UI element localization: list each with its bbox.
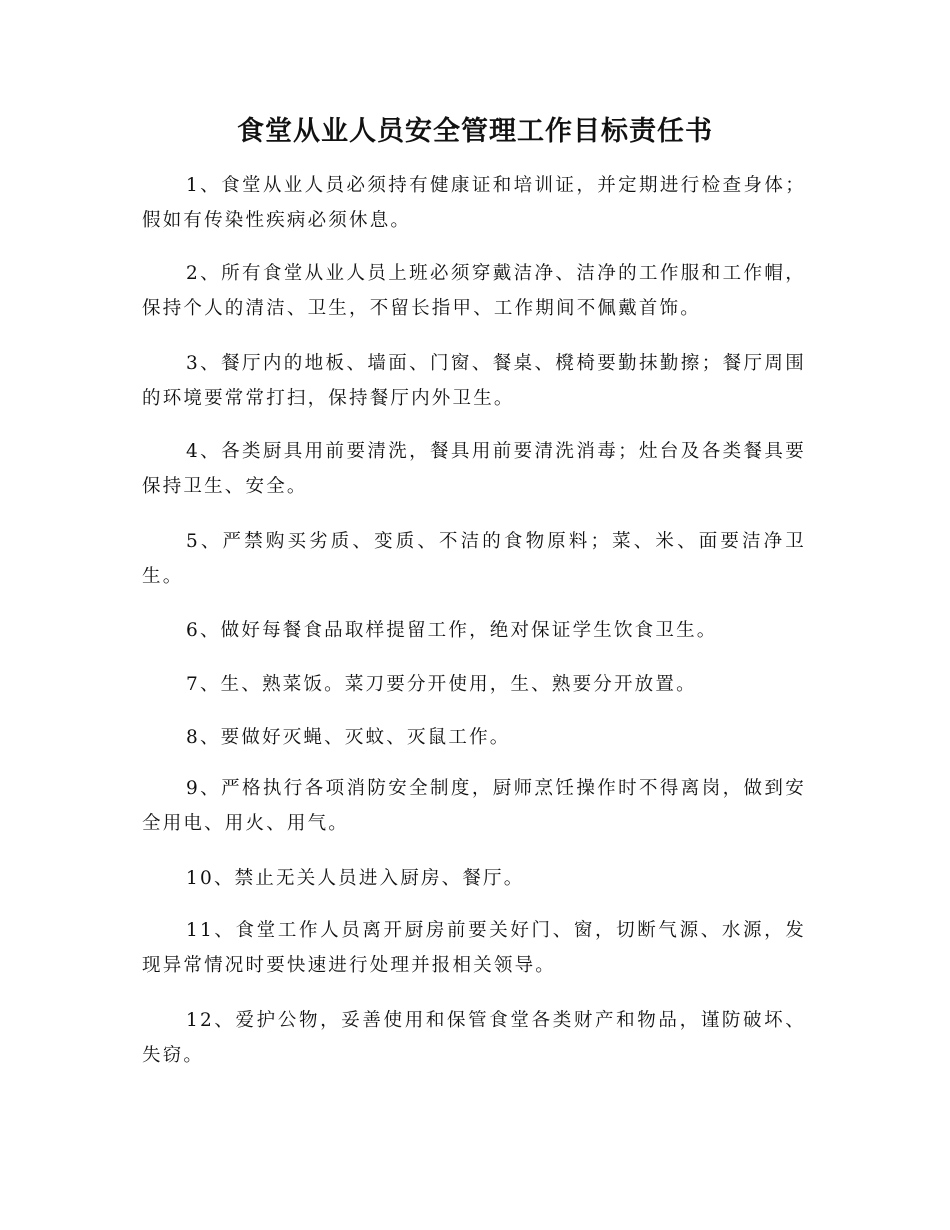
- clause-item-10: 10、禁止无关人员进入厨房、餐厅。: [186, 868, 525, 889]
- clause-item-6: 6、做好每餐食品取样提留工作，绝对保证学生饮食卫生。: [186, 620, 718, 641]
- clause-item-11: 11、食堂工作人员离开厨房前要关好门、窗，切断气源、水源，发现异常情况时要快速进行处理并报相关领导。: [142, 920, 806, 976]
- clause-item-9: 9、严格执行各项消防安全制度，厨师烹饪操作时不得离岗，做到安全用电、用火、用气。: [142, 778, 806, 834]
- clause-item-8: 8、要做好灭蝇、灭蚊、灭鼠工作。: [186, 727, 511, 748]
- document-title: 食堂从业人员安全管理工作目标责任书: [237, 116, 713, 147]
- clause-item-2: 2、所有食堂从业人员上班必须穿戴洁净、洁净的工作服和工作帽，保持个人的清洁、卫生，不留长指甲、工作期间不佩戴首饰。: [142, 263, 806, 319]
- clause-item-1: 1、食堂从业人员必须持有健康证和培训证，并定期进行检查身体；假如有传染性疾病必须休息。: [142, 175, 806, 231]
- clause-item-4: 4、各类厨具用前要清洗，餐具用前要清洗消毒；灶台及各类餐具要保持卫生、安全。: [142, 441, 806, 497]
- clause-item-7: 7、生、熟菜饭。菜刀要分开使用，生、熟要分开放置。: [186, 674, 697, 695]
- clause-item-3: 3、餐厅内的地板、墙面、门窗、餐桌、櫈椅要勤抹勤擦；餐厅周围的环境要常常打扫，保持餐厅内外卫生。: [142, 353, 806, 409]
- clause-item-5: 5、严禁购买劣质、变质、不洁的食物原料；菜、米、面要洁净卫生。: [142, 531, 806, 587]
- clause-item-12: 12、爱护公物，妥善使用和保管食堂各类财产和物品，谨防破坏、失窃。: [142, 1010, 806, 1066]
